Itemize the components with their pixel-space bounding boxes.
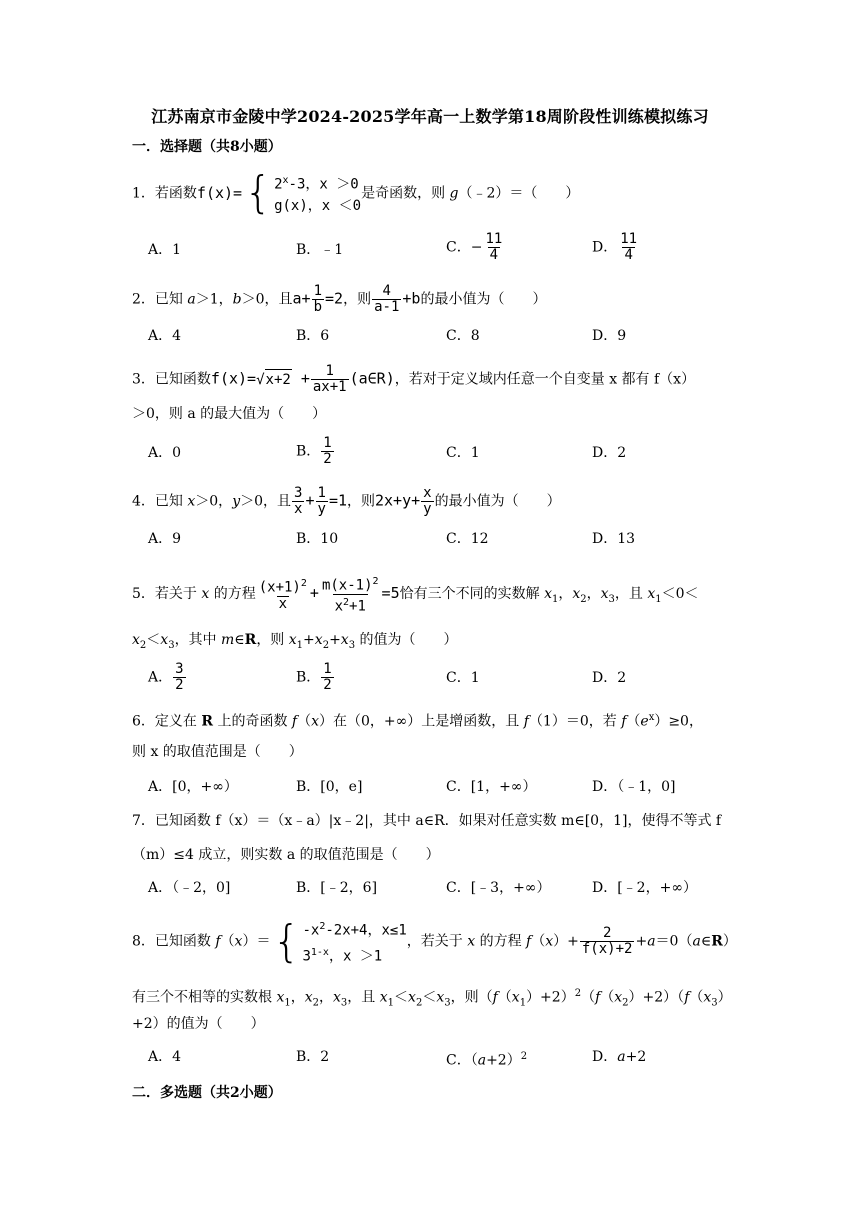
q1-option-b: B．﹣1 [296, 242, 344, 258]
question-2: 2．已知 a＞1，b＞0，且a+ $\frac{1}{b}$ =2，则 $\frac{4}{a-1}$ +b的最小值为（ ） [132, 283, 547, 315]
q1-option-c: C．− $\frac{11}{4}$ [446, 231, 503, 263]
section-heading-multi: 二．多选题（共2小题） [132, 1085, 282, 1101]
q8-option-c: C．$(a+2)^2$ [446, 1051, 528, 1069]
section-heading-choice: 一．选择题（共8小题） [132, 139, 282, 155]
q8-option-b: B．2 [296, 1049, 330, 1065]
q3-option-d: D．2 [592, 445, 627, 461]
question-5: 5．若关于 x 的方程 $\frac{(x+1)^2}{x}$ + $\frac{m(x-1)^2}{x^2+1}$ =5恰有三个不同的实数解 $x_1$，$x_2$，$x_3$，且 $x_1<0<$ [132, 576, 699, 615]
q7-option-c: C．[﹣3，+∞） [446, 880, 551, 896]
q1-piecewise: f(x)= { 2$^x$-3，x ＞0 g(x)，x ＜0 [196, 167, 362, 219]
q4-option-d: D．13 [592, 531, 636, 547]
q2-option-a: A．4 [148, 328, 182, 344]
question-8-line2: 有三个不相等的实数根 $x_1$，$x_2$，$x_3$，且 $x_1<x_2<x_3$，则$(f(x_1)+2)^2(f(x_2)+2)(f(x_3)$ [132, 988, 732, 1009]
q7-option-d: D．[﹣2，+∞） [592, 880, 697, 896]
q3-option-b: B． $\frac{1}{2}$ [296, 435, 332, 467]
q5-option-b: B． $\frac{1}{2}$ [296, 661, 332, 693]
q6-option-a: A．[0，+∞） [148, 779, 238, 795]
question-3-line2: ＞0，则 a 的最大值为（ ） [132, 406, 327, 422]
question-7: 7．已知函数 f（x）＝（x﹣a）|x﹣2|，其中 a∈R．如果对任意实数 m∈[0，1]，使得不等式 f [132, 813, 722, 829]
q8-option-d: D．a+2 [592, 1049, 647, 1065]
q8-option-a: A．4 [148, 1049, 182, 1065]
q6-option-b: B．[0，e] [296, 779, 363, 795]
question-8-line3: +2）的值为（ ） [132, 1016, 265, 1032]
q3-option-a: A．0 [148, 445, 182, 461]
q1-stem-post: 是奇函数，则 g（﹣2）＝（ ） [361, 185, 580, 202]
question-3: 3．已知函数f(x)= √ x+2 + $\frac{1}{ax+1}$ (a∈R)，若对于定义域内任意一个自变量 x 都有 f（x） [132, 363, 696, 395]
q7-option-b: B．[﹣2，6] [296, 880, 378, 896]
q5-option-c: C．1 [446, 670, 480, 686]
question-6: 6．定义在 R 上的奇函数 f（x）在（0，+∞）上是增函数，且 f（1）＝0，若 $f(e^x)\ge 0$， [132, 712, 703, 730]
q1-option-d: D． $\frac{11}{4}$ [592, 231, 638, 263]
q1-option-a: A．1 [148, 242, 182, 258]
q2-option-d: D．9 [592, 328, 627, 344]
q4-option-b: B．10 [296, 531, 339, 547]
q6-option-c: C．[1，+∞） [446, 779, 537, 795]
q1-stem-pre: 1．若函数 [132, 185, 197, 202]
question-6-line2: 则 x 的取值范围是（ ） [132, 744, 303, 760]
q5-option-a: A． $\frac{3}{2}$ [148, 661, 184, 693]
q2-option-c: C．8 [446, 328, 480, 344]
q4-option-a: A．9 [148, 531, 182, 547]
question-8: 8．已知函数 f（x）＝ { $-x^2-2x+4$，x≤1 3$^{1-x}$，x ＞1 ，若关于 x 的方程 f（x）+ $\frac{2}{f(x)+2}$ +a＝0（a∈R） [132, 915, 737, 967]
q5-option-d: D．2 [592, 670, 627, 686]
question-7-line2: （m）≤4 成立，则实数 a 的取值范围是（ ） [132, 847, 440, 863]
q4-option-c: C．12 [446, 531, 489, 547]
question-4: 4．已知 x＞0，y＞0，且 $\frac{3}{x}$ + $\frac{1}{y}$ =1，则2x+y+ $\frac{x}{y}$ 的最小值为（ ） [132, 485, 561, 517]
question-1 [132, 167, 580, 219]
q7-option-a: A．（﹣2，0] [148, 880, 231, 896]
q3-option-c: C．1 [446, 445, 480, 461]
page-title: 江苏南京市金陵中学2024-2025学年高一上数学第18周阶段性训练模拟练习 [151, 107, 709, 126]
q8-piecewise: { $-x^2-2x+4$，x≤1 3$^{1-x}$，x ＞1 [272, 915, 407, 967]
q6-option-d: D．（﹣1，0] [592, 779, 676, 795]
q2-option-b: B．6 [296, 328, 330, 344]
question-5-line2: $x_2<x_3$，其中 m∈R，则 $x_1+x_2+x_3$ 的值为（ ） [132, 632, 458, 651]
